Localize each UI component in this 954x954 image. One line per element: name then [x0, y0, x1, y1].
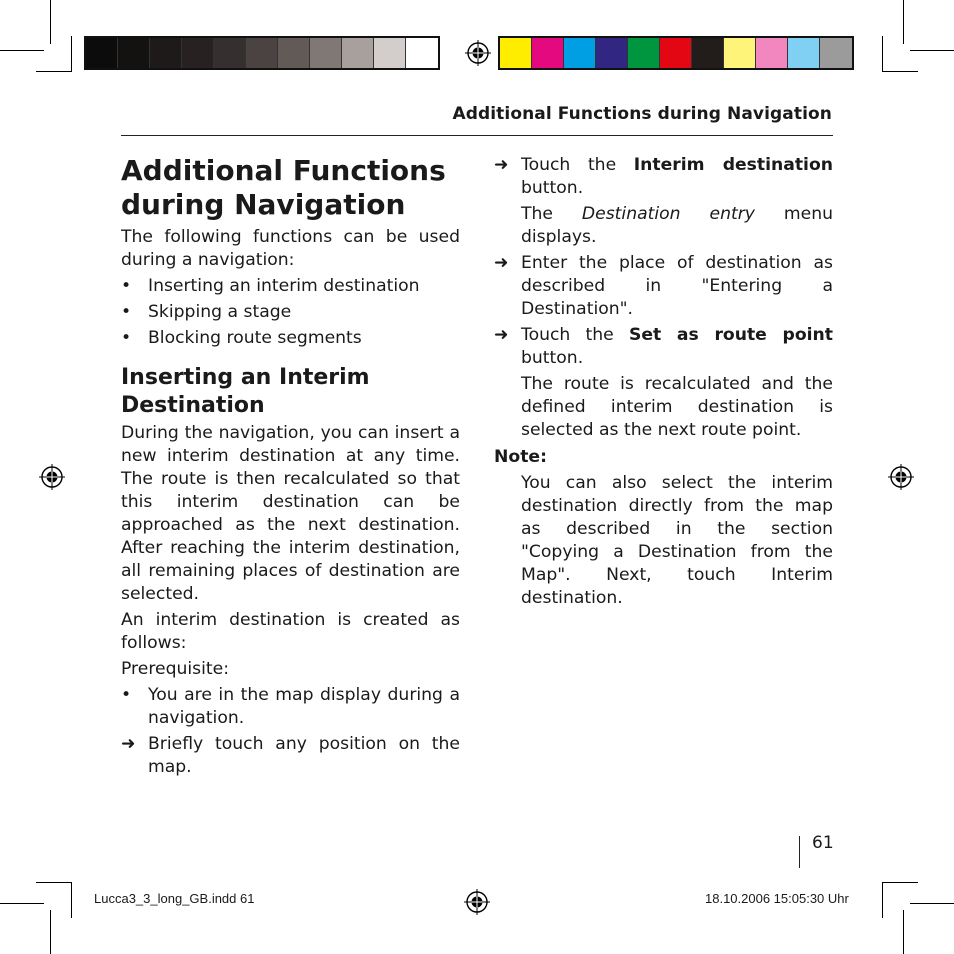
- crop-mark: [0, 903, 44, 904]
- color-swatch: [500, 38, 532, 68]
- list-item: • Blocking route segments: [121, 328, 362, 348]
- bullet-icon: •: [121, 276, 132, 296]
- color-swatch: [310, 38, 342, 68]
- crop-mark: [882, 36, 883, 72]
- page-number: 61: [812, 833, 834, 853]
- ui-term: Interim destination: [633, 155, 833, 175]
- running-header: Additional Functions during Navigation: [452, 104, 832, 124]
- list-item: • Skipping a stage: [121, 302, 292, 322]
- slug-filename: Lucca3_3_long_GB.indd 61: [94, 891, 255, 906]
- color-swatch: [596, 38, 628, 68]
- bullet-icon: •: [121, 685, 132, 705]
- result-text: The Destination entry menu displays.: [521, 204, 833, 247]
- crop-mark: [36, 71, 72, 72]
- crop-mark: [50, 0, 51, 44]
- page-title: Additional Functions during Navigation: [121, 154, 446, 221]
- color-swatch: [278, 38, 310, 68]
- slug-timestamp: 18.10.2006 15:05:30 Uhr: [705, 891, 849, 906]
- arrow-icon: ➜: [494, 325, 509, 345]
- bullet-icon: •: [121, 302, 132, 322]
- registration-mark-icon: [39, 464, 65, 490]
- step-item: ➜ Touch the Set as route point button.: [494, 325, 834, 368]
- process-color-bar: [498, 36, 854, 70]
- color-swatch: [788, 38, 820, 68]
- list-item: • You are in the map display during a navigation.: [121, 685, 460, 728]
- step-item: ➜ Enter the place of destination as described in "Entering a Destination".: [494, 253, 833, 319]
- page-number-rule: [799, 836, 800, 868]
- crop-mark: [882, 882, 883, 918]
- color-swatch: [246, 38, 278, 68]
- color-swatch: [756, 38, 788, 68]
- crop-mark: [0, 50, 44, 51]
- color-swatch: [374, 38, 406, 68]
- ui-term: Set as route point: [628, 325, 834, 345]
- color-swatch: [724, 38, 756, 68]
- color-swatch: [692, 38, 724, 68]
- arrow-icon: ➜: [121, 734, 136, 754]
- color-swatch: [532, 38, 564, 68]
- ui-term: Destination entry: [581, 204, 755, 224]
- intro-text: The following functions can be used during a navigation:: [121, 227, 460, 270]
- body-paragraph: During the navigation, you can insert a new interim destination at any time. The route is then recalculated so that this interim destination can be approached as the next destination. After reaching the interim destination, all remaining places of destination are selected.: [121, 423, 460, 604]
- color-swatch: [182, 38, 214, 68]
- color-swatch: [86, 38, 118, 68]
- crop-mark: [50, 910, 51, 954]
- note-text: You can also select the interim destination directly from the map as described in the section "Copying a Destination from the Map". Next, touch Interim destination.: [521, 473, 833, 608]
- arrow-icon: ➜: [494, 253, 509, 273]
- right-column: [494, 154, 833, 613]
- color-swatch: [820, 38, 852, 68]
- header-rule: [121, 135, 833, 136]
- step-item: ➜ Briefly touch any position on the map.: [121, 734, 460, 777]
- crop-mark: [903, 0, 904, 44]
- color-swatch: [660, 38, 692, 68]
- section-title: Inserting an Interim Destination: [121, 365, 370, 418]
- color-swatch: [564, 38, 596, 68]
- color-swatch: [406, 38, 438, 68]
- crop-mark: [71, 36, 72, 72]
- prerequisite-label: Prerequisite:: [121, 659, 230, 679]
- crop-mark: [882, 882, 918, 883]
- color-swatch: [150, 38, 182, 68]
- crop-mark: [903, 910, 904, 954]
- registration-mark-icon: [888, 464, 914, 490]
- crop-mark: [910, 903, 954, 904]
- color-swatch: [342, 38, 374, 68]
- crop-mark: [71, 882, 72, 918]
- body-paragraph: An interim destination is created as follows:: [121, 610, 460, 653]
- step-item: ➜ Touch the Interim destination button.: [494, 155, 833, 198]
- grayscale-color-bar: [84, 36, 440, 70]
- crop-mark: [910, 50, 954, 51]
- note-label: Note:: [494, 447, 547, 467]
- registration-mark-icon: [464, 889, 490, 915]
- color-swatch: [214, 38, 246, 68]
- color-swatch: [118, 38, 150, 68]
- registration-mark-icon: [465, 40, 491, 66]
- color-swatch: [628, 38, 660, 68]
- list-item: • Inserting an interim destination: [121, 276, 420, 296]
- bullet-icon: •: [121, 328, 132, 348]
- arrow-icon: ➜: [494, 155, 509, 175]
- left-column: [121, 150, 460, 782]
- crop-mark: [882, 71, 918, 72]
- crop-mark: [36, 882, 72, 883]
- result-text: The route is recalculated and the defined interim destination is selected as the next route point.: [521, 374, 833, 440]
